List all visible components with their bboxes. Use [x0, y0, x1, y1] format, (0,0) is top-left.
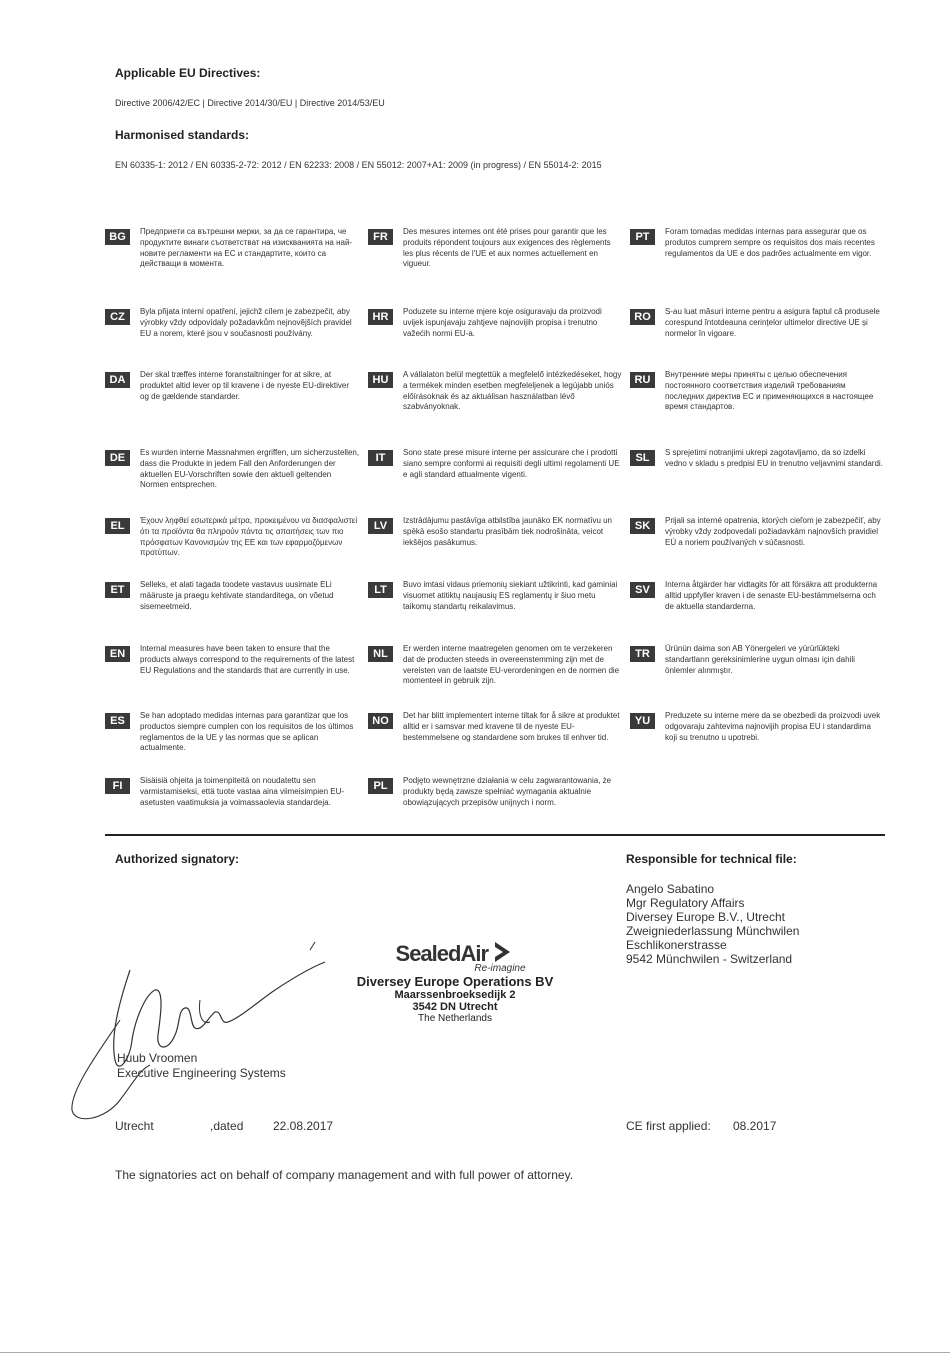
lang-code-badge: NO: [368, 713, 393, 729]
standards-list: EN 60335-1: 2012 / EN 60335-2-72: 2012 / EN 62233: 2008 / EN 55012: 2007+A1: 2009 (in progress) / EN 55014-2: 2015: [115, 160, 602, 170]
lang-code-badge: EL: [105, 518, 130, 534]
company-country: The Netherlands: [418, 1013, 492, 1024]
lang-code-badge: PL: [368, 778, 393, 794]
signatory-name: Huub Vroomen: [117, 1051, 198, 1065]
page-edge-line: [0, 1352, 950, 1353]
lang-statement: Interna åtgärder har vidtagits för att försäkra att produkterna alltid uppfyller kraven i de senaste EU-bestämmelserna och de aktuella standarderna.: [665, 580, 878, 611]
section-divider: [105, 834, 885, 836]
contact-line: 9542 Münchwilen - Switzerland: [626, 952, 793, 966]
lang-statement: A vállalaton belül megtettük a megfelelő intézkedéseket, hogy a termékek minden esetben megfeleljenek a legújabb uniós előírásoknak és az aktuálisan használatban lévő szabványoknak.: [403, 370, 622, 412]
sealed-air-arrow-icon: [492, 940, 514, 964]
lang-code-badge: FI: [105, 778, 130, 794]
lang-code-badge: TR: [630, 646, 655, 662]
lang-code-badge: SV: [630, 582, 655, 598]
ce-first-applied-label: CE first applied:: [626, 1119, 711, 1133]
lang-code-badge: ET: [105, 582, 130, 598]
lang-statement: S sprejetimi notranjimi ukrepi zagotavljamo, da so izdelki vedno v skladu s predpisi EU in trenutno veljavnimi standardi.: [665, 448, 883, 468]
lang-statement: S-au luat măsuri interne pentru a asigura faptul că produsele corespund întotdeauna cerințelor ultimelor directive UE și normelor în vigoare.: [665, 307, 880, 338]
signatory-role: Executive Engineering Systems: [117, 1066, 286, 1080]
lang-statement: Der skal træffes interne foranstaltninger for at sikre, at produktet altid lever op til kravene i de nyeste EU-direktiver og de gældende standarder.: [140, 370, 349, 401]
contact-line: Angelo Sabatino: [626, 882, 715, 896]
lang-statement: Se han adoptado medidas internas para garantizar que los productos siempre cumplen con los requisitos de los últimos reglamentos de la UE y las normas que se aplican actualmente.: [140, 711, 354, 753]
lang-code-badge: SK: [630, 518, 655, 534]
lang-code-badge: HR: [368, 309, 393, 325]
signing-place: Utrecht: [115, 1119, 154, 1133]
lang-code-badge: PT: [630, 229, 655, 245]
lang-statement: Buvo imtasi vidaus priemonių siekiant užtikrinti, kad gaminiai visuomet atitiktų naujausių ES reglamentų ir šiuo metu taikomų standartų reikalavimus.: [403, 580, 618, 611]
lang-code-badge: DA: [105, 372, 130, 388]
handwritten-signature: [60, 940, 340, 1130]
lang-code-badge: ES: [105, 713, 130, 729]
lang-code-badge: YU: [630, 713, 655, 729]
lang-statement: Selleks, et alati tagada toodete vastavus uusimate ELi määruste ja praegu kehtivate standarditega, on võetud sisemeetmeid.: [140, 580, 334, 611]
ce-first-applied-date: 08.2017: [733, 1119, 777, 1133]
lang-statement: Er werden interne maatregelen genomen om te verzekeren dat de producten steeds in overeenstemming zijn met de vereisten van de laatste EU-verordeningen en de normen die momenteel in gebruik zijn.: [403, 644, 620, 686]
lang-code-badge: DE: [105, 450, 130, 466]
lang-code-badge: CZ: [105, 309, 130, 325]
lang-statement: Des mesures internes ont été prises pour garantir que les produits répondent toujours aux exigences des règlements les plus récents de l'UE et aux normes actuellement en vigueur.: [403, 227, 611, 269]
technical-file-contact: [626, 882, 799, 966]
lang-code-badge: RU: [630, 372, 655, 388]
lang-statement: Podjęto wewnętrzne działania w celu zagwarantowania, że produkty będą zawsze spełniać wymagania aktualnie obowiązujących przepisów unijnych i norm.: [403, 776, 612, 807]
lang-statement: Byla přijata interní opatření, jejichž cílem je zabezpečit, aby výrobky vždy odpovídaly požadavkům nejnovějších pravidel EU a norem, které jsou v současnosti používány.: [140, 307, 352, 338]
lang-code-badge: LV: [368, 518, 393, 534]
lang-statement: Sono state prese misure interne per assicurare che i prodotti siano sempre conformi ai requisiti degli ultimi regolamenti UE e agli standard attualmente vigenti.: [403, 448, 620, 479]
lang-code-badge: HU: [368, 372, 393, 388]
lang-code-badge: RO: [630, 309, 655, 325]
lang-statement: Det har blitt implementert interne tiltak for å sikre at produktet alltid er i samsvar med kravene til de nyeste EU-bestemmelsene og standardene som brukes til enhver tid.: [403, 711, 620, 742]
directives-title: Applicable EU Directives:: [115, 66, 261, 80]
contact-line: Diversey Europe B.V., Utrecht: [626, 910, 785, 924]
lang-statement: Prijali sa interné opatrenia, ktorých cieľom je zabezpečiť, aby výrobky vždy zodpovedali požiadavkám najnovších pravidiel EÚ a noriem používaných v súčasnosti.: [665, 516, 881, 547]
company-name: Diversey Europe Operations BV: [356, 974, 554, 989]
lang-code-badge: NL: [368, 646, 393, 662]
contact-line: Eschlikonerstrasse: [626, 938, 727, 952]
lang-code-badge: FR: [368, 229, 393, 245]
contact-line: Mgr Regulatory Affairs: [626, 896, 745, 910]
sealed-air-logo: SealedAir: [395, 941, 489, 966]
dated-label: ,dated: [210, 1119, 244, 1133]
lang-statement: Foram tomadas medidas internas para assegurar que os produtos cumprem sempre os requisitos dos mais recentes regulamentos da UE e dos padrões actualmente em vigor.: [665, 227, 875, 258]
lang-code-badge: LT: [368, 582, 393, 598]
directives-list: Directive 2006/42/EC | Directive 2014/30/EU | Directive 2014/53/EU: [115, 98, 385, 108]
lang-statement: Sisäisiä ohjeita ja toimenpiteitä on noudatettu sen varmistamiseksi, että tuote vastaa aina viimeisimpien EU-asetusten vaatimuksia ja voimassaolevia standardeja.: [140, 776, 345, 807]
lang-code-badge: BG: [105, 229, 130, 245]
lang-statement: Izstrādājumu pastāvīga atbilstība jaunāko EK normatīvu un spēkā esošo standartu prasībām tiek nodrošināta, veicot iekšējos pasākumus.: [403, 516, 613, 547]
contact-line: Zweigniederlassung Münchwilen: [626, 924, 800, 938]
lang-statement: Внутренние меры приняты с целью обеспечения постоянного соответствия изделий требованиям последних директив ЕС и применяющихся в настоящее время стандартов.: [665, 370, 874, 412]
signatory-title: Authorized signatory:: [115, 852, 240, 866]
lang-code-badge: EN: [105, 646, 130, 662]
standards-title: Harmonised standards:: [115, 128, 250, 142]
company-city: 3542 DN Utrecht: [412, 1001, 498, 1013]
lang-statement: Poduzete su interne mjere koje osiguravaju da proizvodi uvijek ispunjavaju zahtjeve najnovijih propisa i trenutno važećih normi EU-a.: [403, 307, 602, 338]
lang-statement: Предприети са вътрешни мерки, за да се гарантира, че продуктите винаги съответстват на изискванията на най-новите регламенти на ЕС и стандартите, които са действащи в момента.: [140, 227, 353, 269]
brand-tagline: Re-imagine: [474, 963, 526, 974]
lang-code-badge: IT: [368, 450, 393, 466]
signing-date: 22.08.2017: [273, 1119, 334, 1133]
footer-statement: The signatories act on behalf of company management and with full power of attorney.: [115, 1168, 574, 1182]
lang-statement: Preduzete su interne mere da se obezbedi da proizvodi uvek odgovaraju zahtevima najnovijih propisa EU i standardima koji su trenutno u upotrebi.: [665, 711, 881, 742]
lang-code-badge: SL: [630, 450, 655, 466]
technical-file-title: Responsible for technical file:: [626, 852, 797, 866]
lang-statement: Internal measures have been taken to ensure that the products always correspond to the requirements of the latest EU Regulations and the standards that are currently in use.: [140, 644, 355, 675]
company-stamp: [340, 940, 570, 1024]
lang-statement: Es wurden interne Massnahmen ergriffen, um sicherzustellen, dass die Produkte in jedem Fall den Anforderungen der aktuellen EU-Vorschriften sowie den aktuell geltenden Normen entsprechen.: [140, 448, 360, 490]
company-street: Maarssenbroeksedijk 2: [394, 989, 516, 1001]
lang-statement: Έχουν ληφθεί εσωτερικά μέτρα, προκειμένου να διασφαλιστεί ότι τα προϊόντα θα πληρούν πάντα τις απαιτήσεις των πιο πρόσφατων Κανονισμών της ΕΕ και των εφαρμοζόμενων προτύπων.: [140, 516, 358, 558]
lang-statement: Ürünün daima son AB Yönergeleri ve yürürlükteki standartların gereksinimlerine uygun olması için dahili önlemler alınmıştır.: [665, 644, 855, 675]
